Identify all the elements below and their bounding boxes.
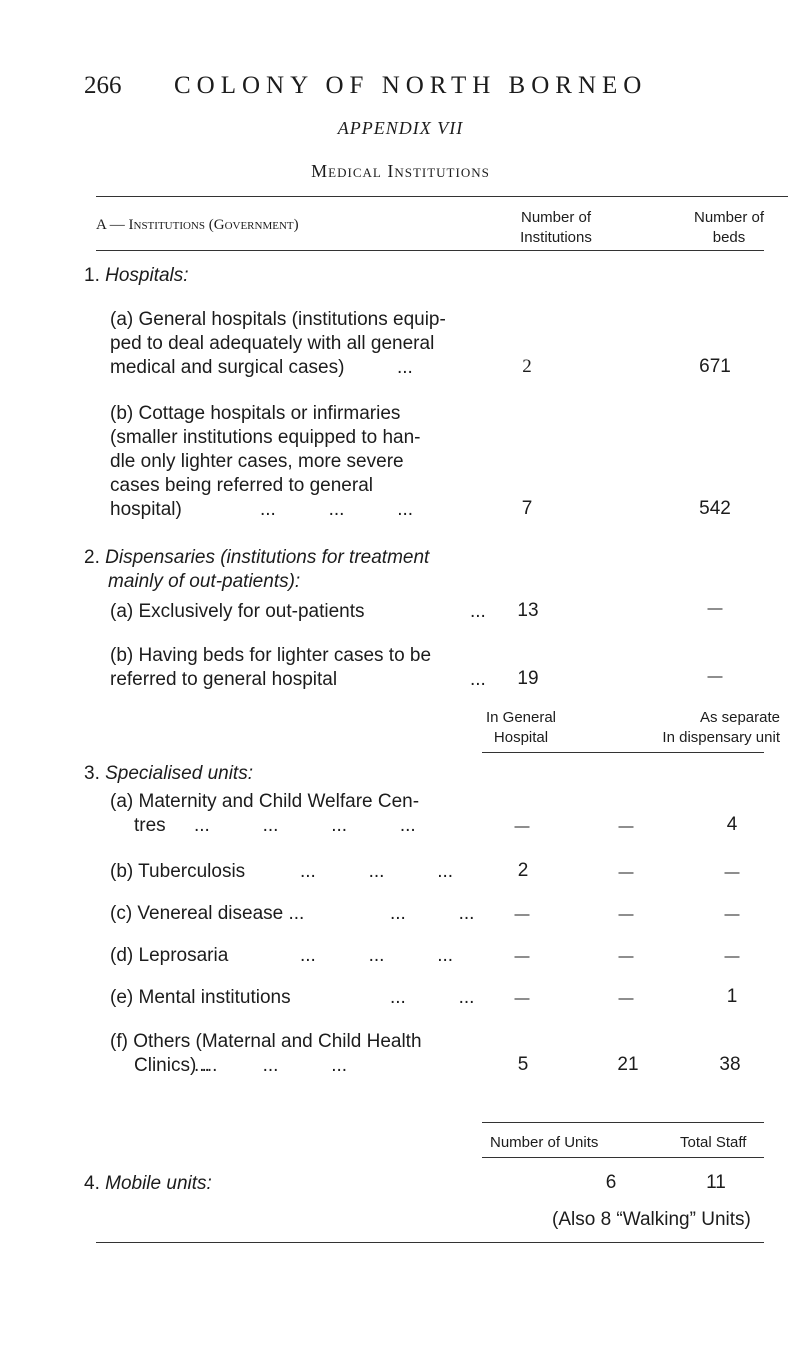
col-general-hospital-header: In General Hospital (485, 709, 557, 746)
item1b-beds: 542 (699, 498, 731, 519)
item2-label: 2. Dispensaries (institutions for treatment mainly of out-patients): (84, 547, 430, 592)
item2a-institutions: 13 (517, 600, 539, 621)
item4-label: 4. Mobile units: (84, 1173, 212, 1194)
item3a-separate: 4 (726, 814, 738, 835)
col-staff-header: Total Staff (680, 1134, 747, 1151)
item3b-separate: — (724, 864, 740, 881)
table-a-heading: A — Institutions (Government) (96, 217, 299, 233)
item3c-leader: ... ... (390, 903, 475, 924)
item3e-leader: ... ... (390, 987, 475, 1008)
col-dispensary-header: As separate In dispensary unit (662, 709, 780, 746)
item3c-general: — (514, 906, 530, 923)
item2b-leader: ... (470, 669, 486, 690)
item1a-beds: 671 (699, 356, 731, 377)
item3a-dispensary: — (618, 818, 634, 835)
item3b-general: 2 (517, 860, 529, 881)
item1a-leader: ... (397, 357, 413, 378)
item4-units: 6 (605, 1172, 617, 1193)
item3f-dispensary: 21 (617, 1054, 639, 1075)
item3b-leader: ... ... ... (300, 861, 454, 882)
item3a-leader: ... ... ... ... (194, 815, 416, 836)
item1b-institutions: 7 (521, 498, 533, 519)
item3a-description: (a) Maternity and Child Welfare Cen- tres (110, 791, 420, 836)
item3d-dispensary: — (618, 948, 634, 965)
table-c-top-rule (482, 1122, 764, 1123)
table-bottom-rule (96, 1242, 764, 1243)
item3f-general: 5 (517, 1054, 529, 1075)
item3c-separate: — (724, 906, 740, 923)
table-c-header-rule (482, 1157, 764, 1158)
running-title: COLONY OF NORTH BORNEO (174, 72, 648, 99)
item3e-separate: 1 (726, 986, 738, 1007)
table-a-top-rule (96, 196, 788, 197)
col-beds-header: Number of beds (693, 209, 765, 246)
item1-label: 1. Hospitals: (84, 265, 189, 286)
item4-staff: 11 (706, 1172, 726, 1193)
table-a-header-rule (96, 250, 764, 251)
item3e-dispensary: — (618, 990, 634, 1007)
item3-label: 3. Specialised units: (84, 763, 253, 784)
item1a-description: (a) General hospitals (institutions equip- ped to deal adequately with all general medical and surgical cases) (110, 309, 446, 378)
item2b-beds: — (707, 668, 723, 685)
item2a-beds: — (707, 600, 723, 617)
item2a-leader: ... (470, 601, 486, 622)
item3a-general: — (514, 818, 530, 835)
item3d-leader: ... ... ... (300, 945, 454, 966)
section-title: Medical Institutions (311, 161, 490, 181)
item3f-separate: 38 (719, 1054, 741, 1075)
item1a-institutions: 2 (522, 356, 532, 377)
item3d-general: — (514, 948, 530, 965)
item3f-description: (f) Others (Maternal and Child Health Clinics) ... (110, 1031, 422, 1076)
item3c-description: (c) Venereal disease ... (110, 903, 305, 924)
item3c-dispensary: — (618, 906, 634, 923)
item3b-description: (b) Tuberculosis (110, 861, 246, 882)
appendix-title: APPENDIX VII (337, 118, 464, 138)
col-units-header: Number of Units (490, 1134, 599, 1151)
item4-note: (Also 8 “Walking” Units) (552, 1209, 751, 1230)
table-b-header-rule (482, 752, 764, 753)
item2b-institutions: 19 (517, 668, 539, 689)
item1b-leader: ... ... ... (260, 499, 414, 520)
item3e-general: — (514, 990, 530, 1007)
item1b-description: (b) Cottage hospitals or infirmaries (smaller institutions equipped to han- dle only lighter cases, more severe cases being referred to general hospital) (110, 403, 421, 520)
item3d-description: (d) Leprosaria (110, 945, 229, 966)
col-institutions-header: Number of Institutions (520, 209, 592, 246)
item3d-separate: — (724, 948, 740, 965)
item3e-description: (e) Mental institutions (110, 987, 291, 1008)
page-number: 266 (84, 72, 122, 99)
item2b-description: (b) Having beds for lighter cases to be referred to general hospital (110, 645, 432, 690)
item3b-dispensary: — (618, 864, 634, 881)
item2a-description: (a) Exclusively for out-patients (110, 601, 365, 622)
item3f-leader: ... ... ... (194, 1055, 348, 1076)
